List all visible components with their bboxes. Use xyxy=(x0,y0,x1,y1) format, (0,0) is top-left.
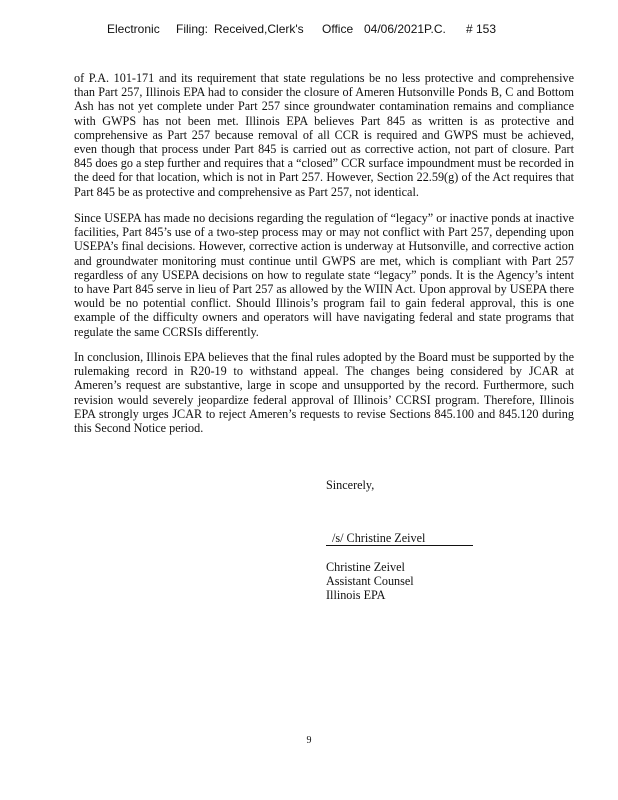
signer-title: Assistant Counsel xyxy=(326,574,414,589)
header-date: 04/06/2021P.C. xyxy=(364,22,446,36)
closing-salutation: Sincerely, xyxy=(326,478,375,492)
paragraph-2-text: Since USEPA has made no decisions regarding the regulation of “legacy” or inactive ponds at inactive facilities, Part 845’s use of a two-step process may or may not conflict with Part 257, depending upon USEPA’s final decisions. However, corrective action is underway at Hutsonville, and corrective action and groundwater monitoring must continue until GWPS are met, which is compliant with Part 257 regardless of any USEPA decisions on how to regulate state “legacy” ponds. It is the Agency’s intent to have Part 845 serve in lieu of Part 257 as allowed by the WIIN Act. Upon approval by USEPA there would be no potential conflict. Should Illinois’s program fail to gain federal approval, this is one example of the difficulty owners and operators will have navigating federal and state programs that regulate the same CCRSIs differently. xyxy=(74,211,574,339)
page-number: 9 xyxy=(306,735,312,746)
header-office: Office xyxy=(322,22,354,36)
filing-header xyxy=(0,22,618,36)
header-filing: Filing: xyxy=(176,22,209,36)
header-received: Received,Clerk's xyxy=(214,22,304,36)
header-number: # 153 xyxy=(466,22,497,36)
signature-block xyxy=(326,560,526,603)
paragraph-2 xyxy=(74,211,574,339)
paragraph-3-text: In conclusion, Illinois EPA believes that the final rules adopted by the Board must be supported by the rulemaking record in R20-19 to withstand appeal. The changes being considered by JCAR at Ameren’s request are substantive, large in scope and unsupported by the record. Furthermore, such revision would severely jeopardize federal approval of Illinois’ CCRSI program. Therefore, Illinois EPA strongly urges JCAR to reject Ameren’s requests to revise Sections 845.100 and 845.120 during this Second Notice period. xyxy=(74,350,574,436)
paragraph-1-text: of P.A. 101-171 and its requirement that state regulations be no less protective and comprehensive than Part 257, Illinois EPA had to consider the closure of Ameren Hutsonville Ponds B, C and Bottom Ash has not yet complete under Part 257 since groundwater contamination remains and compliance with GWPS has not been met. Illinois EPA believes Part 845 as written is as protective and comprehensive as Part 257 because removal of all CCR is required and GWPS must be achieved, even though that process under Part 845 is carried out as corrective action, not part of closure. Part 845 does go a step further and requires that a “closed” CCR surface impoundment must be recorded in the deed for that location, which is not in Part 257. However, Section 22.59(g) of the Act requires that Part 845 be as protective and comprehensive as Part 257, not identical. xyxy=(74,71,574,199)
paragraph-1 xyxy=(74,71,574,199)
signer-name: Christine Zeivel xyxy=(326,560,405,574)
header-electronic: Electronic xyxy=(107,22,160,36)
signer-organization: Illinois EPA xyxy=(326,588,386,603)
signature-line: /s/ Christine Zeivel xyxy=(326,532,473,546)
paragraph-3 xyxy=(74,350,574,435)
